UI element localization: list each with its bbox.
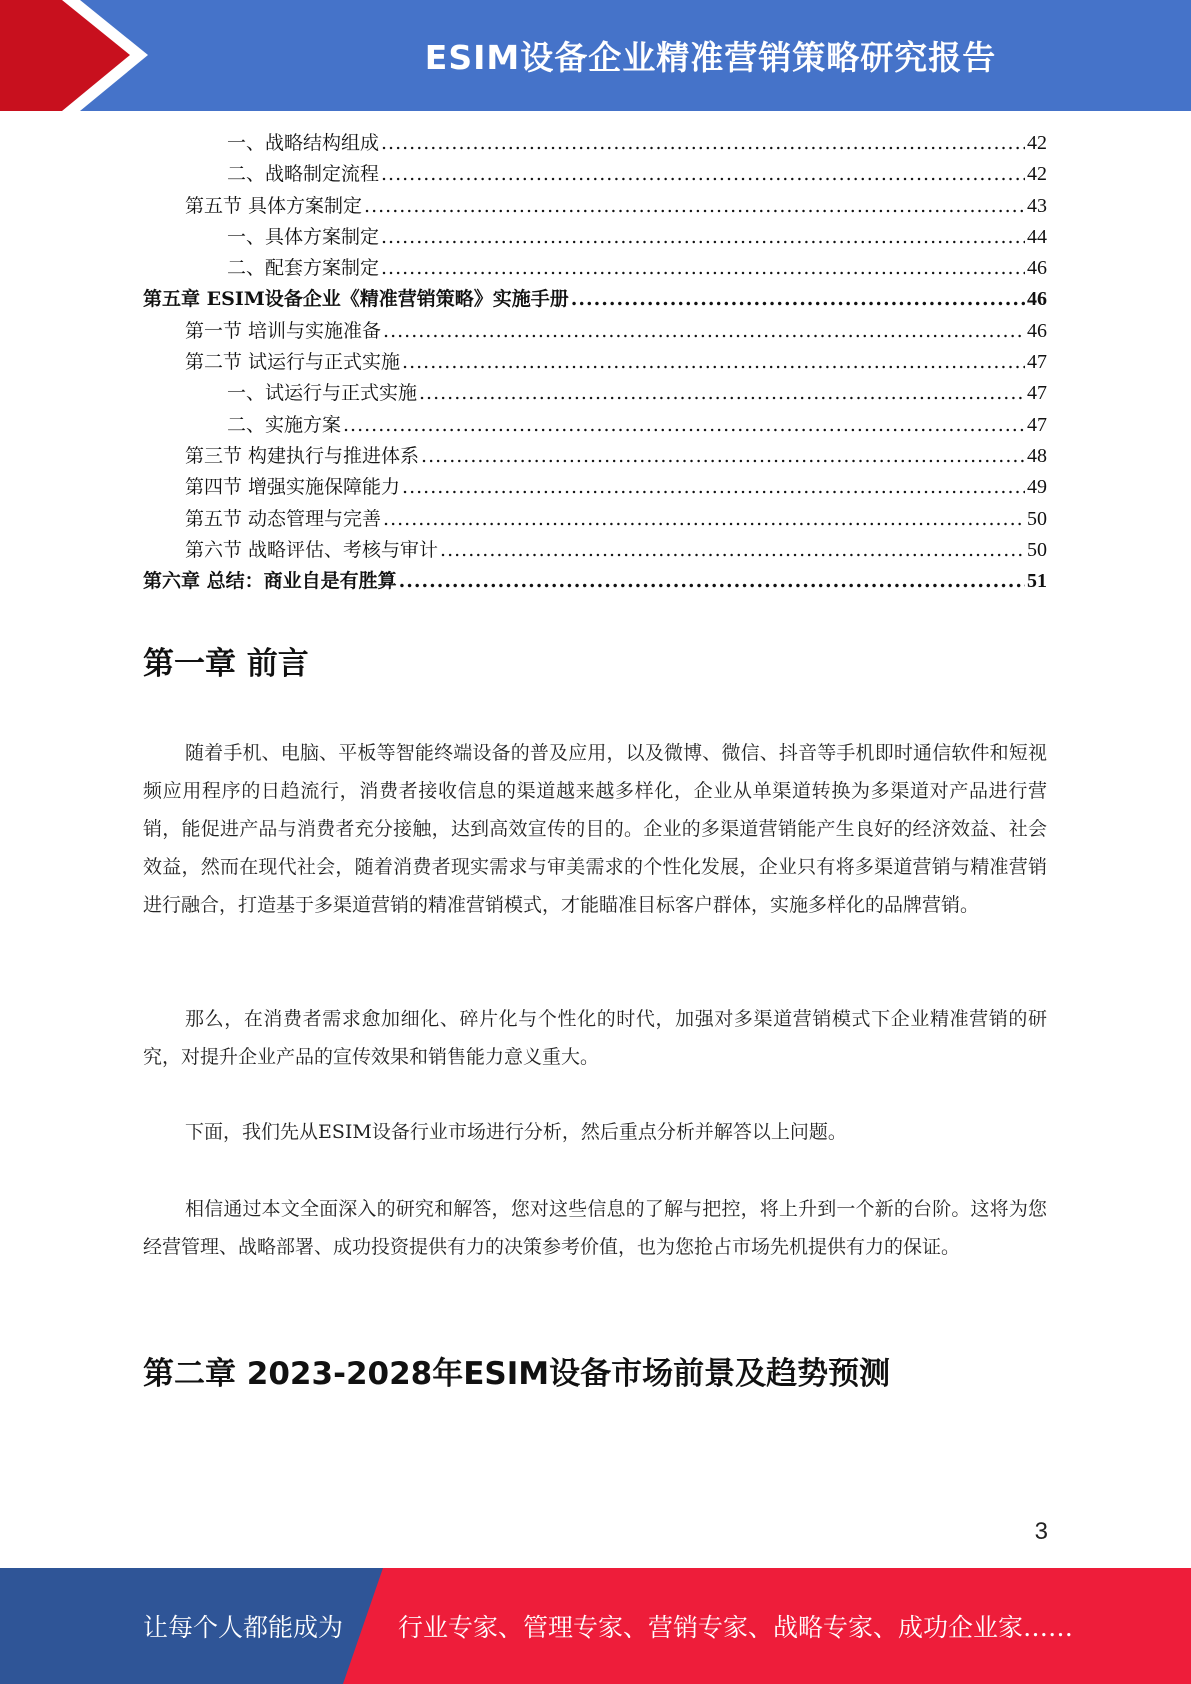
toc-entry[interactable] xyxy=(143,441,1047,472)
toc-leader-dots xyxy=(399,566,1025,597)
toc-entry-title: 第六章 总结：商业自是有胜算 xyxy=(143,570,397,593)
toc-entry[interactable] xyxy=(143,535,1047,566)
toc-leader-dots xyxy=(383,316,1025,347)
toc-entry[interactable] xyxy=(143,284,1047,315)
toc-entry-page: 46 xyxy=(1027,319,1047,342)
toc-leader-dots xyxy=(381,159,1025,190)
toc-entry-page: 48 xyxy=(1027,444,1047,467)
toc-leader-dots xyxy=(402,472,1025,503)
toc-entry[interactable] xyxy=(143,410,1047,441)
toc-entry[interactable] xyxy=(143,472,1047,503)
chapter-1-paragraph-3: 下面，我们先从ESIM设备行业市场进行分析，然后重点分析并解答以上问题。 xyxy=(185,1121,847,1143)
page-footer xyxy=(0,1568,1191,1684)
toc-entry-page: 50 xyxy=(1027,507,1047,530)
toc-leader-dots xyxy=(381,128,1025,159)
header-arrow-decoration xyxy=(0,0,160,111)
toc-leader-dots xyxy=(440,535,1025,566)
page-number: 3 xyxy=(1034,1518,1048,1545)
footer-slogan-left: 让每个人都能成为 xyxy=(143,1613,344,1642)
table-of-contents xyxy=(143,128,1047,597)
toc-entry-title: 第五章 ESIM设备企业《精准营销策略》实施手册 xyxy=(143,288,569,311)
toc-entry-page: 42 xyxy=(1027,132,1047,154)
chapter-2-heading: 第二章 2023-2028年ESIM设备市场前景及趋势预测 xyxy=(143,1356,891,1392)
toc-leader-dots xyxy=(364,191,1025,222)
toc-entry-page: 47 xyxy=(1027,382,1047,405)
toc-entry-page: 49 xyxy=(1027,476,1047,499)
toc-entry-page: 50 xyxy=(1027,538,1047,561)
toc-leader-dots xyxy=(343,410,1025,441)
toc-entry[interactable] xyxy=(143,347,1047,378)
toc-entry-page: 44 xyxy=(1027,225,1047,248)
toc-entry-page: 51 xyxy=(1027,570,1047,593)
toc-entry-title: 第六节 战略评估、考核与审计 xyxy=(185,538,439,561)
toc-leader-dots xyxy=(419,378,1025,409)
toc-entry-title: 二、配套方案制定 xyxy=(227,257,380,280)
toc-entry-title: 一、战略结构组成 xyxy=(227,132,380,154)
toc-entry[interactable] xyxy=(143,191,1047,222)
toc-entry-page: 42 xyxy=(1027,163,1047,186)
toc-entry-title: 第三节 构建执行与推进体系 xyxy=(185,444,420,467)
toc-entry[interactable] xyxy=(143,504,1047,535)
toc-entry-page: 46 xyxy=(1027,288,1047,311)
toc-entry[interactable] xyxy=(143,253,1047,284)
chapter-1-heading: 第一章 前言 xyxy=(143,646,309,682)
chapter-1-paragraph-4: 相信通过本文全面深入的研究和解答，您对这些信息的了解与把控，将上升到一个新的台阶。这将为您经营管理、战略部署、成功投资提供有力的决策参考价值，也为您抢占市场先机提供有力的保证。 xyxy=(143,1198,1047,1258)
toc-entry[interactable] xyxy=(143,566,1047,597)
toc-entry-page: 47 xyxy=(1027,351,1047,374)
toc-leader-dots xyxy=(421,441,1025,472)
chapter-1-paragraph-1: 随着手机、电脑、平板等智能终端设备的普及应用，以及微博、微信、抖音等手机即时通信软件和短视频应用程序的日趋流行，消费者接收信息的渠道越来越多样化，企业从单渠道转换为多渠道对产品进行营销，能促进产品与消费者充分接触，达到高效宣传的目的。企业的多渠道营销能产生良好的经济效益、社会效益，然而在现代社会，随着消费者现实需求与审美需求的个性化发展，企业只有将多渠道营销与精准营销进行融合，打造基于多渠道营销的精准营销模式，才能瞄准目标客户群体，实施多样化的品牌营销。 xyxy=(143,742,1047,916)
page-header xyxy=(0,0,1191,111)
toc-entry-page: 47 xyxy=(1027,413,1047,436)
toc-entry-page: 43 xyxy=(1027,194,1047,217)
toc-entry[interactable] xyxy=(143,159,1047,190)
toc-entry-title: 第一节 培训与实施准备 xyxy=(185,319,382,342)
toc-leader-dots xyxy=(402,347,1025,378)
toc-entry-title: 一、具体方案制定 xyxy=(227,225,380,248)
toc-leader-dots xyxy=(381,253,1025,284)
toc-entry[interactable] xyxy=(143,378,1047,409)
document-title: ESIM设备企业精准营销策略研究报告 xyxy=(424,38,997,77)
chapter-1-paragraph-2: 那么，在消费者需求愈加细化、碎片化与个性化的时代，加强对多渠道营销模式下企业精准营销的研究，对提升企业产品的宣传效果和销售能力意义重大。 xyxy=(143,1008,1047,1068)
footer-slogan-right: 行业专家、管理专家、营销专家、战略专家、成功企业家…… xyxy=(398,1613,1074,1642)
toc-entry[interactable] xyxy=(143,316,1047,347)
toc-leader-dots xyxy=(571,284,1025,315)
toc-entry-title: 一、试运行与正式实施 xyxy=(227,382,418,405)
toc-entry-title: 第五节 具体方案制定 xyxy=(185,194,363,217)
toc-entry-title: 二、战略制定流程 xyxy=(227,163,380,186)
toc-entry-title: 第四节 增强实施保障能力 xyxy=(185,476,401,499)
toc-entry-page: 46 xyxy=(1027,257,1047,280)
toc-leader-dots xyxy=(383,504,1025,535)
toc-entry-title: 二、实施方案 xyxy=(227,413,342,436)
toc-entry[interactable] xyxy=(143,128,1047,159)
toc-leader-dots xyxy=(381,222,1025,253)
toc-entry-title: 第二节 试运行与正式实施 xyxy=(185,351,401,374)
toc-entry[interactable] xyxy=(143,222,1047,253)
toc-entry-title: 第五节 动态管理与完善 xyxy=(185,507,382,530)
